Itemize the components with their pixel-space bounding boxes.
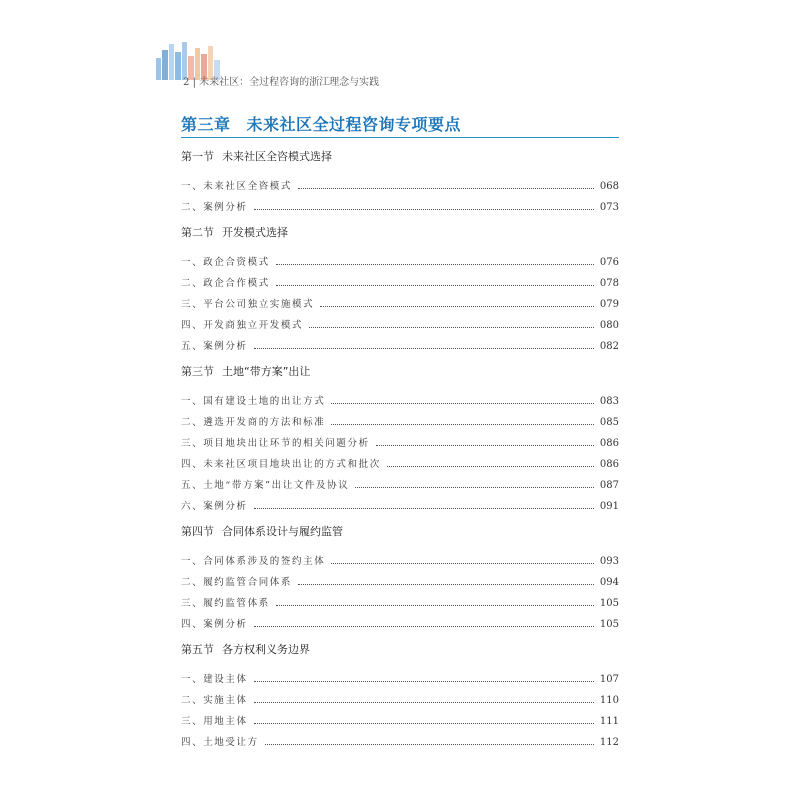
running-header <box>183 73 379 88</box>
entry-page-number: 105 <box>599 598 619 609</box>
dot-leader <box>331 403 594 404</box>
table-of-contents <box>181 150 619 761</box>
section-heading[interactable] <box>181 226 619 240</box>
entry-page-number: 093 <box>599 556 619 567</box>
entry-title: 三、履约监管体系 <box>181 598 270 609</box>
section-number: 第一节 <box>181 150 214 163</box>
entry-page-number: 068 <box>599 181 619 192</box>
entry-title: 二、履约监管合同体系 <box>181 577 293 588</box>
entry-title: 一、政企合资模式 <box>181 257 270 268</box>
toc-entry[interactable] <box>181 197 619 218</box>
toc-entry[interactable] <box>181 593 619 614</box>
entry-title: 六、案例分析 <box>181 501 248 512</box>
toc-entry[interactable] <box>181 391 619 412</box>
dot-leader <box>276 605 594 606</box>
section-number: 第二节 <box>181 226 214 239</box>
section-heading[interactable] <box>181 365 619 379</box>
dot-leader <box>254 348 594 349</box>
toc-entry[interactable] <box>181 252 619 273</box>
toc-section <box>181 150 619 218</box>
dot-leader <box>265 744 594 745</box>
section-title: 开发模式选择 <box>222 226 288 239</box>
chapter-name: 未来社区全过程咨询专项要点 <box>246 115 462 134</box>
entry-page-number: 079 <box>599 299 619 310</box>
entry-page-number: 087 <box>599 480 619 491</box>
section-title: 合同体系设计与履约监管 <box>222 525 343 538</box>
section-title: 土地“带方案”出让 <box>222 365 311 378</box>
entry-page-number: 091 <box>599 501 619 512</box>
toc-entry[interactable] <box>181 315 619 336</box>
toc-section <box>181 365 619 517</box>
entry-title: 五、案例分析 <box>181 341 248 352</box>
section-title: 未来社区全咨模式选择 <box>222 150 332 163</box>
entry-page-number: 073 <box>599 202 619 213</box>
toc-section <box>181 525 619 635</box>
dot-leader <box>298 584 594 585</box>
toc-section <box>181 226 619 357</box>
entry-title: 二、案例分析 <box>181 202 248 213</box>
entry-page-number: 083 <box>599 396 619 407</box>
dot-leader <box>254 723 594 724</box>
dot-leader <box>276 264 594 265</box>
dot-leader <box>355 487 594 488</box>
toc-entry[interactable] <box>181 711 619 732</box>
toc-entry[interactable] <box>181 454 619 475</box>
entry-title: 三、平台公司独立实施模式 <box>181 299 315 310</box>
entry-page-number: 107 <box>599 674 619 685</box>
dot-leader <box>309 327 594 328</box>
entry-title: 一、国有建设土地的出让方式 <box>181 396 326 407</box>
toc-entry[interactable] <box>181 496 619 517</box>
entry-page-number: 086 <box>599 459 619 470</box>
entry-page-number: 082 <box>599 341 619 352</box>
entry-page-number: 110 <box>599 695 619 706</box>
toc-entry[interactable] <box>181 614 619 635</box>
page-number: 2 <box>183 77 190 88</box>
entry-title: 三、用地主体 <box>181 716 248 727</box>
dot-leader <box>320 306 594 307</box>
entry-title: 四、案例分析 <box>181 619 248 630</box>
dot-leader <box>376 445 594 446</box>
section-number: 第四节 <box>181 525 214 538</box>
entry-page-number: 111 <box>599 716 619 727</box>
header-separator: | <box>192 77 196 88</box>
chapter-rule <box>181 137 619 138</box>
book-title: 未来社区：全过程咨询的浙江理念与实践 <box>199 77 380 88</box>
toc-entry[interactable] <box>181 551 619 572</box>
entry-title: 二、遴选开发商的方法和标准 <box>181 417 326 428</box>
toc-entry[interactable] <box>181 433 619 454</box>
toc-entry[interactable] <box>181 273 619 294</box>
section-heading[interactable] <box>181 643 619 657</box>
chapter-title <box>181 112 461 135</box>
section-number: 第三节 <box>181 365 214 378</box>
dot-leader <box>254 209 594 210</box>
entry-page-number: 086 <box>599 438 619 449</box>
chapter-number: 第三章 <box>181 115 231 134</box>
toc-entry[interactable] <box>181 412 619 433</box>
entry-page-number: 080 <box>599 320 619 331</box>
dot-leader <box>276 285 594 286</box>
toc-entry[interactable] <box>181 336 619 357</box>
entry-page-number: 112 <box>599 737 619 748</box>
entry-title: 四、土地受让方 <box>181 737 259 748</box>
toc-entry[interactable] <box>181 294 619 315</box>
dot-leader <box>298 188 594 189</box>
toc-entry[interactable] <box>181 669 619 690</box>
dot-leader <box>254 702 594 703</box>
entry-title: 一、未来社区全咨模式 <box>181 181 293 192</box>
entry-title: 二、实施主体 <box>181 695 248 706</box>
entry-title: 二、政企合作模式 <box>181 278 270 289</box>
entry-title: 四、未来社区项目地块出让的方式和批次 <box>181 459 381 470</box>
entry-page-number: 076 <box>599 257 619 268</box>
toc-entry[interactable] <box>181 690 619 711</box>
section-heading[interactable] <box>181 525 619 539</box>
entry-page-number: 085 <box>599 417 619 428</box>
toc-section <box>181 643 619 753</box>
toc-entry[interactable] <box>181 475 619 496</box>
section-title: 各方权利义务边界 <box>222 643 310 656</box>
entry-page-number: 078 <box>599 278 619 289</box>
dot-leader <box>254 681 594 682</box>
dot-leader <box>387 466 594 467</box>
entry-title: 一、合同体系涉及的签约主体 <box>181 556 326 567</box>
entry-title: 一、建设主体 <box>181 674 248 685</box>
entry-page-number: 105 <box>599 619 619 630</box>
entry-page-number: 094 <box>599 577 619 588</box>
section-heading[interactable] <box>181 150 619 164</box>
dot-leader <box>331 424 594 425</box>
entry-title: 三、项目地块出让环节的相关问题分析 <box>181 438 370 449</box>
entry-title: 四、开发商独立开发模式 <box>181 320 304 331</box>
entry-title: 五、土地“带方案”出让文件及协议 <box>181 480 350 491</box>
dot-leader <box>331 563 594 564</box>
toc-entry[interactable] <box>181 176 619 197</box>
section-number: 第五节 <box>181 643 214 656</box>
toc-entry[interactable] <box>181 572 619 593</box>
dot-leader <box>254 626 594 627</box>
dot-leader <box>254 508 594 509</box>
toc-entry[interactable] <box>181 732 619 753</box>
